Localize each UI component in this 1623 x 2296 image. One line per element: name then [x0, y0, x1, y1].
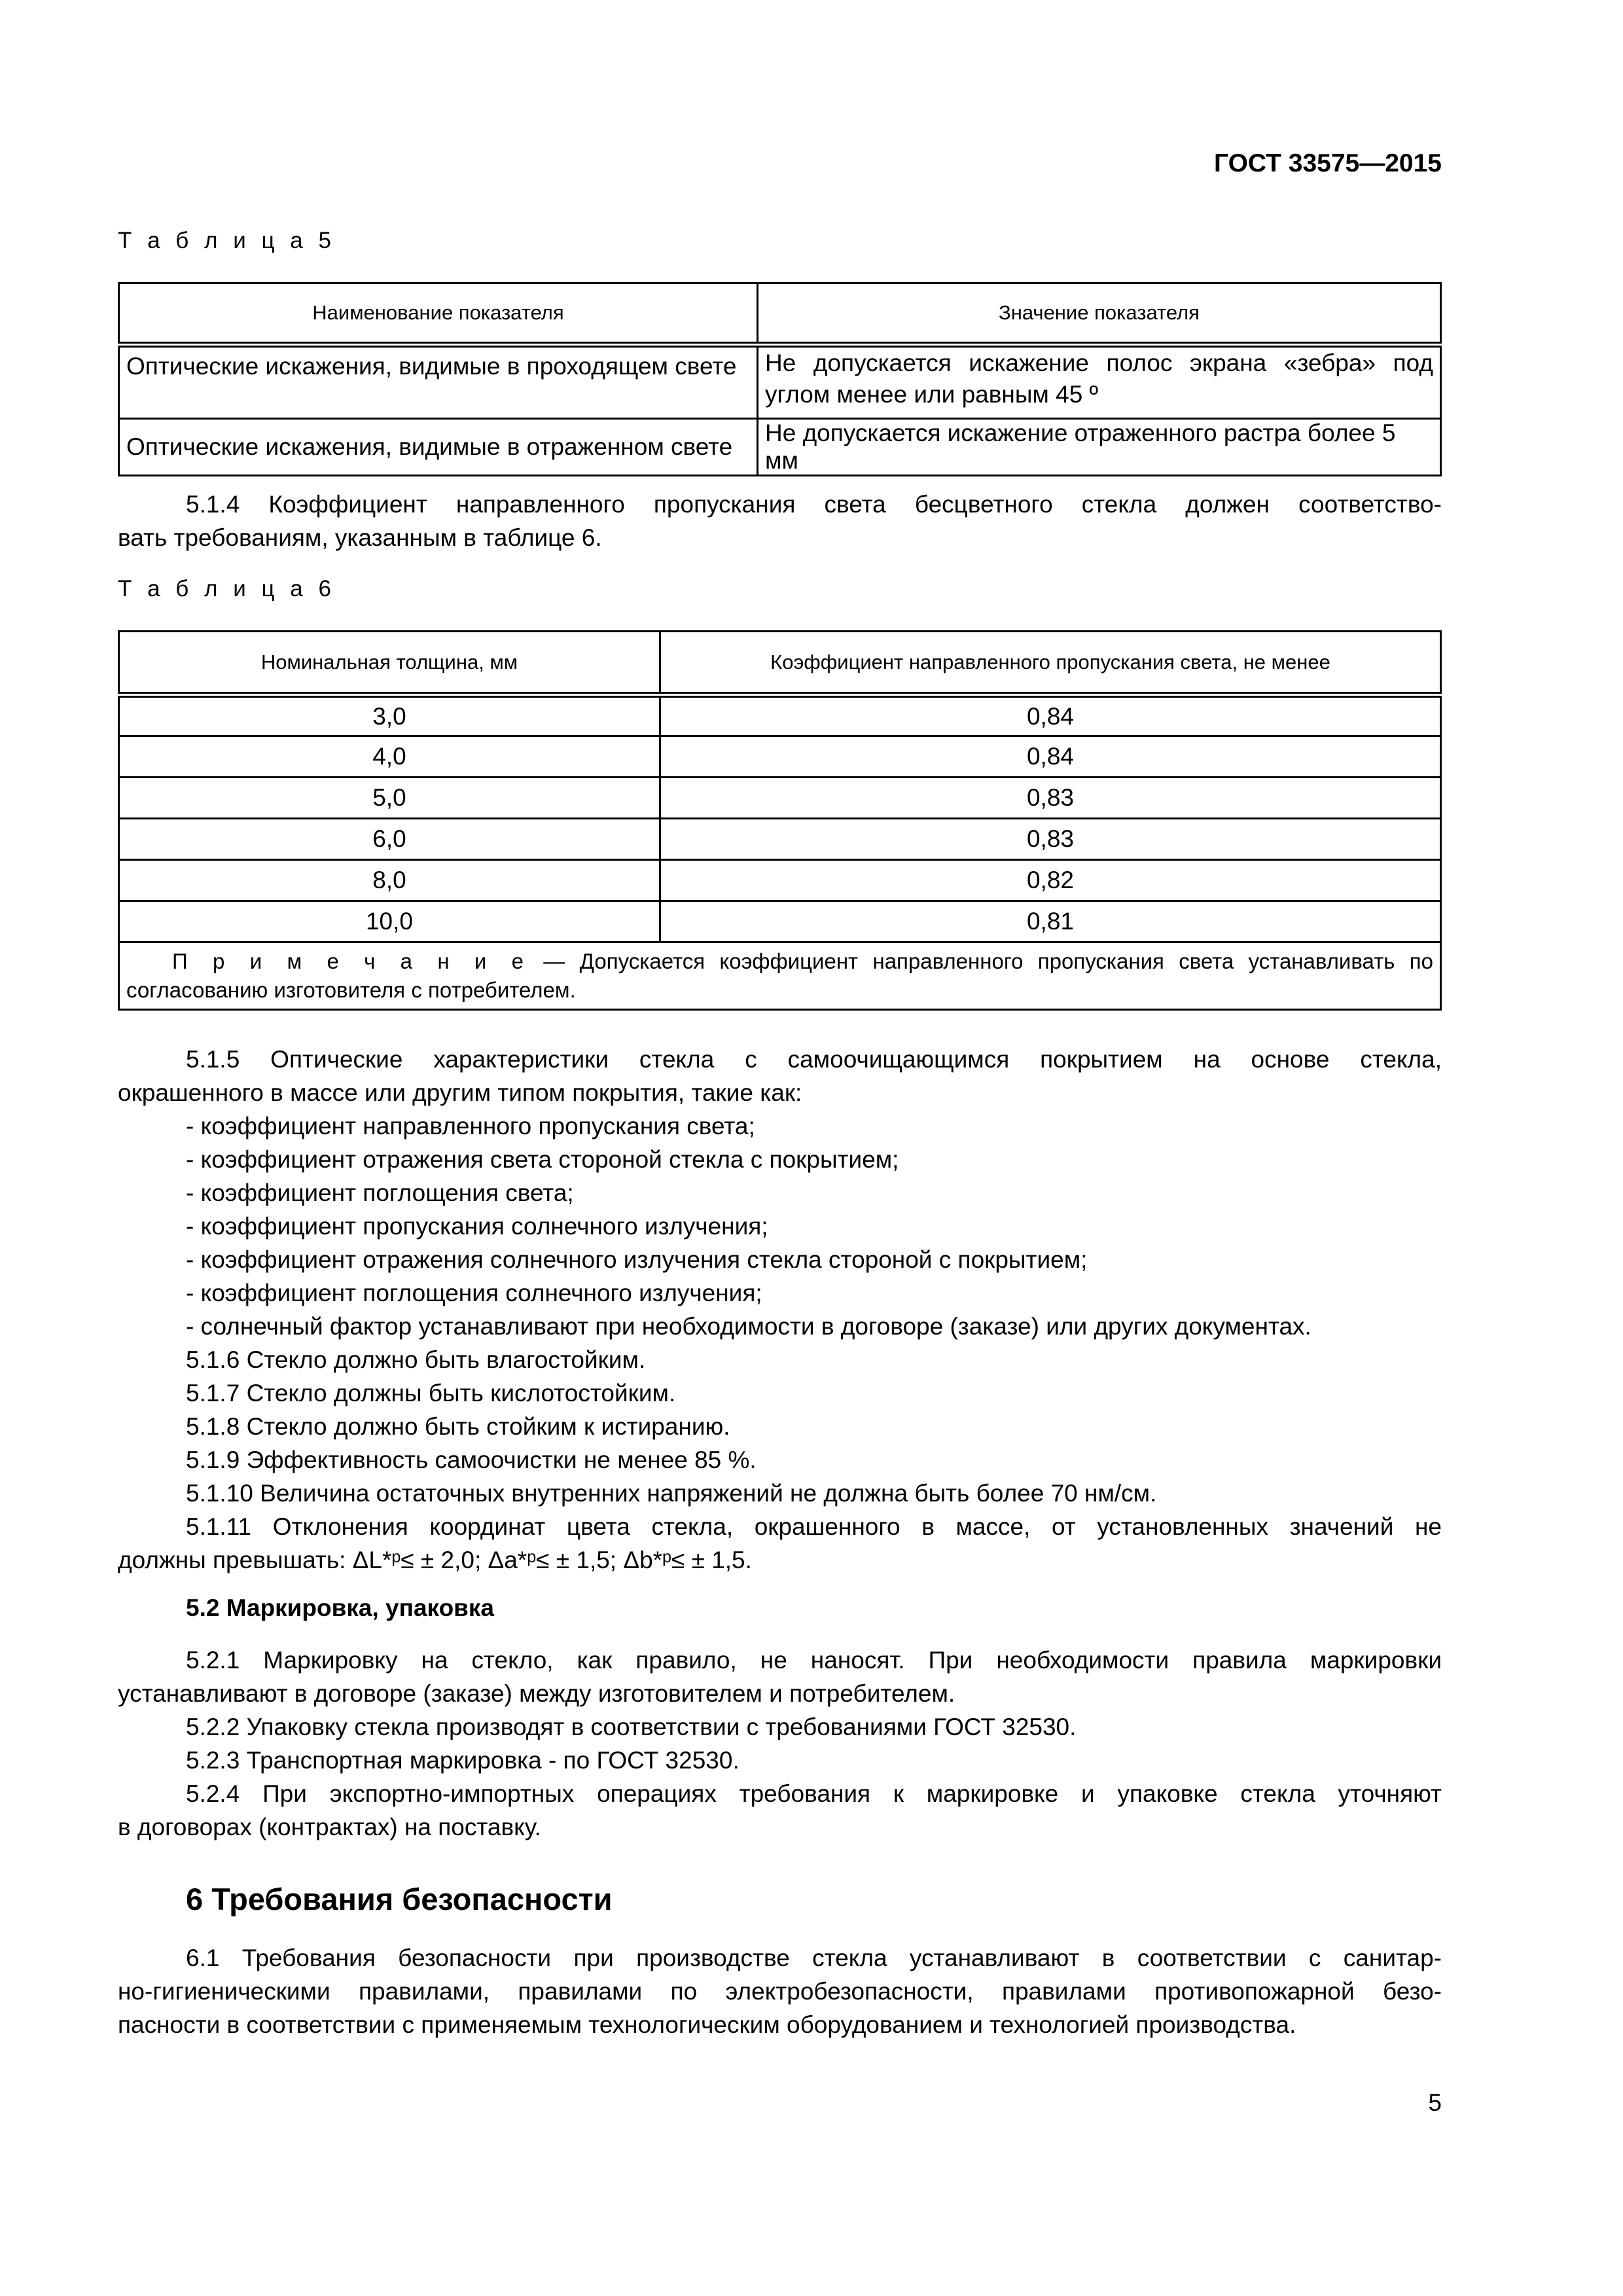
thickness-cell: 8,0 — [119, 860, 660, 901]
text-line: 6.1 Требования безопасности при производстве стекла устанавливают в соответствии с санитар- — [186, 1945, 1442, 1971]
table6 — [118, 630, 1442, 1011]
text-line: - коэффициент пропускания солнечного излучения; — [186, 1213, 768, 1240]
table-row — [119, 819, 1441, 860]
text-line: 5.2.4 При экспортно-импортных операциях требования к маркировке и упаковке стекла уточняют — [186, 1780, 1442, 1807]
text-line: 5.1.4 Коэффициент направленного пропускания света бесцветного стекла должен соответство- — [186, 491, 1442, 518]
coefficient-cell: 0,82 — [660, 860, 1441, 901]
text-line: должны превышать: ΔL*ᵖ≤ ± 2,0; Δa*ᵖ≤ ± 1,5; Δb*ᵖ≤ ± 1,5. — [118, 1547, 752, 1573]
text-line: 5.2.2 Упаковку стекла производят в соответствии с требованиями ГОСТ 32530. — [186, 1713, 1077, 1740]
text-line: 5.1.6 Стекло должно быть влагостойким. — [186, 1346, 646, 1373]
text-line: 5.1.9 Эффективность самоочистки не менее 85 %. — [186, 1446, 757, 1473]
table6-caption: Т а б л и ц а 6 — [118, 576, 336, 601]
text-line: но-гигиеническими правилами, правилами по электробезопасности, правилами противопожарной безо- — [118, 1978, 1442, 2005]
text-line: устанавливают в договоре (заказе) между изготовителем и потребителем. — [118, 1680, 955, 1707]
table-row — [119, 901, 1441, 942]
text-line: в договорах (контрактах) на поставку. — [118, 1814, 541, 1840]
note-text: — Допускается коэффициент направленного пропускания света устанавливать по согласованию изготовителя с потребителем. — [126, 949, 1433, 1002]
text-line: 5.1.10 Величина остаточных внутренних напряжений не должна быть более 70 нм/см. — [186, 1480, 1157, 1507]
coefficient-cell: 0,84 — [660, 736, 1441, 778]
thickness-cell: 10,0 — [119, 901, 660, 942]
text-line: - коэффициент направленного пропускания света; — [186, 1113, 755, 1139]
coefficient-cell: 0,84 — [660, 695, 1441, 736]
thickness-cell: 6,0 — [119, 819, 660, 860]
coefficient-cell: 0,81 — [660, 901, 1441, 942]
table5-cell: Оптические искажения, видимые в отраженном свете — [119, 419, 758, 476]
table-row — [119, 345, 1441, 419]
section-6-text — [118, 1941, 1442, 2041]
table-row — [119, 778, 1441, 819]
text-line: 5.2.3 Транспортная маркировка - по ГОСТ 32530. — [186, 1747, 740, 1774]
text-line: 5.1.11 Отклонения координат цвета стекла, окрашенного в массе, от установленных значений не — [186, 1513, 1442, 1540]
text-line: - солнечный фактор устанавливают при необходимости в договоре (заказе) или других документах. — [186, 1313, 1311, 1340]
table-row — [119, 695, 1441, 736]
text-line: 5.2.1 Маркировку на стекло, как правило, не наносят. При необходимости правила маркировки — [186, 1647, 1442, 1674]
table5-caption: Т а б л и ц а 5 — [118, 228, 336, 253]
section-5-2-text — [118, 1643, 1442, 1844]
text-line: - коэффициент поглощения света; — [186, 1179, 574, 1206]
page-number: 5 — [1428, 2089, 1442, 2116]
table-row — [119, 419, 1441, 476]
document-code: ГОСТ 33575—2015 — [1214, 149, 1442, 177]
text-line: - коэффициент поглощения солнечного излучения; — [186, 1280, 762, 1306]
text-line: 5.1.7 Стекло должны быть кислотостойким. — [186, 1380, 676, 1407]
text-line: 5.1.8 Стекло должно быть стойким к истиранию. — [186, 1413, 730, 1440]
table6-header-thickness: Номинальная толщина, мм — [119, 632, 660, 695]
note-label: П р и м е ч а н и е — [172, 949, 529, 973]
coefficient-cell: 0,83 — [660, 819, 1441, 860]
table-row — [119, 860, 1441, 901]
paragraph-5-1-4 — [118, 488, 1442, 554]
paragraphs-5-1-5-to-5-1-11 — [118, 1043, 1442, 1577]
table5-cell: Не допускается искажение полос экрана «зебра» под углом менее или равным 45 º — [758, 345, 1441, 419]
text-line: окрашенного в массе или другим типом покрытия, такие как: — [118, 1079, 802, 1106]
table5-header-value: Значение показателя — [758, 283, 1441, 345]
section-6-heading: 6 Требования безопасности — [186, 1882, 613, 1916]
table5-cell: Не допускается искажение отраженного растра более 5 мм — [758, 419, 1441, 476]
section-5-2-heading: 5.2 Маркировка, упаковка — [186, 1594, 495, 1621]
text-line: пасности в соответствии с применяемым технологическим оборудованием и технологией производства. — [118, 2011, 1296, 2038]
thickness-cell: 4,0 — [119, 736, 660, 778]
table5-cell: Оптические искажения, видимые в проходящем свете — [119, 345, 758, 419]
table5 — [118, 282, 1442, 476]
thickness-cell: 3,0 — [119, 695, 660, 736]
text-line: - коэффициент отражения света стороной стекла с покрытием; — [186, 1146, 899, 1173]
table6-header-coefficient: Коэффициент направленного пропускания света, не менее — [660, 632, 1441, 695]
coefficient-cell: 0,83 — [660, 778, 1441, 819]
table-row — [119, 736, 1441, 778]
text-line: - коэффициент отражения солнечного излучения стекла стороной с покрытием; — [186, 1246, 1088, 1273]
text-line: 5.1.5 Оптические характеристики стекла с самоочищающимся покрытием на основе стекла, — [186, 1046, 1442, 1073]
text-line: вать требованиям, указанным в таблице 6. — [118, 524, 602, 551]
table6-note — [119, 942, 1441, 1010]
table5-header-name: Наименование показателя — [119, 283, 758, 345]
thickness-cell: 5,0 — [119, 778, 660, 819]
